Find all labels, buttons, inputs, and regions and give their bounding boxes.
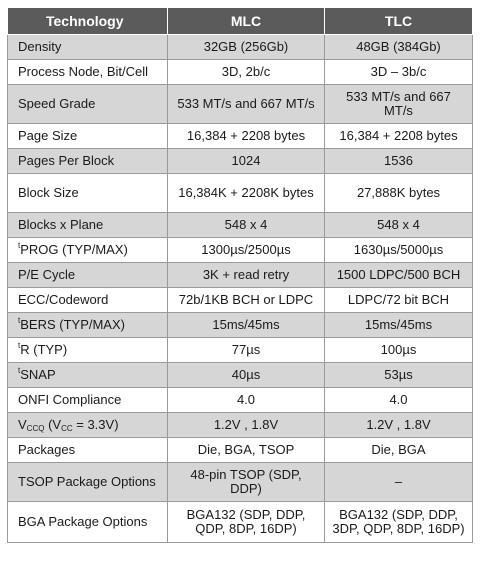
tlc-value: 53µs bbox=[325, 363, 473, 388]
table-row bbox=[8, 413, 473, 438]
table-row bbox=[8, 149, 473, 174]
row-label bbox=[8, 238, 168, 263]
label-superscript: t bbox=[18, 241, 21, 250]
table-row bbox=[8, 35, 473, 60]
mlc-value: 16,384 + 2208 bytes bbox=[168, 124, 325, 149]
table-row bbox=[8, 438, 473, 463]
tlc-value: 27,888K bytes bbox=[325, 174, 473, 213]
spec-table-container bbox=[7, 7, 472, 543]
table-row bbox=[8, 338, 473, 363]
mlc-value: 533 MT/s and 667 MT/s bbox=[168, 85, 325, 124]
row-label bbox=[8, 363, 168, 388]
row-label: ONFI Compliance bbox=[8, 388, 168, 413]
mlc-value: 1.2V , 1.8V bbox=[168, 413, 325, 438]
mlc-value: BGA132 (SDP, DDP, QDP, 8DP, 16DP) bbox=[168, 502, 325, 543]
label-text: PROG (TYP/MAX) bbox=[20, 242, 128, 257]
tlc-value: BGA132 (SDP, DDP, 3DP, QDP, 8DP, 16DP) bbox=[325, 502, 473, 543]
mlc-value: 1024 bbox=[168, 149, 325, 174]
label-superscript: t bbox=[18, 366, 21, 375]
mlc-value: 16,384K + 2208K bytes bbox=[168, 174, 325, 213]
tlc-value: 48GB (384Gb) bbox=[325, 35, 473, 60]
table-row bbox=[8, 213, 473, 238]
table-row bbox=[8, 363, 473, 388]
label-text: BERS (TYP/MAX) bbox=[20, 317, 125, 332]
row-label bbox=[8, 413, 168, 438]
tlc-value: 1.2V , 1.8V bbox=[325, 413, 473, 438]
tlc-value: 533 MT/s and 667 MT/s bbox=[325, 85, 473, 124]
table-row bbox=[8, 288, 473, 313]
label-v-value: = 3.3V) bbox=[72, 417, 119, 432]
row-label: Pages Per Block bbox=[8, 149, 168, 174]
header-technology: Technology bbox=[8, 8, 168, 35]
row-label: Page Size bbox=[8, 124, 168, 149]
row-label bbox=[8, 338, 168, 363]
header-mlc: MLC bbox=[168, 8, 325, 35]
table-row bbox=[8, 238, 473, 263]
table-row bbox=[8, 463, 473, 502]
mlc-value: 32GB (256Gb) bbox=[168, 35, 325, 60]
row-label: TSOP Package Options bbox=[8, 463, 168, 502]
row-label: Speed Grade bbox=[8, 85, 168, 124]
label-text: SNAP bbox=[20, 367, 56, 382]
row-label: P/E Cycle bbox=[8, 263, 168, 288]
nand-spec-table bbox=[7, 7, 473, 543]
row-label: Blocks x Plane bbox=[8, 213, 168, 238]
label-v: V bbox=[18, 417, 27, 432]
table-row bbox=[8, 60, 473, 85]
row-label: Packages bbox=[8, 438, 168, 463]
tlc-value: 15ms/45ms bbox=[325, 313, 473, 338]
tlc-value: Die, BGA bbox=[325, 438, 473, 463]
row-label: Density bbox=[8, 35, 168, 60]
label-v-paren: (V bbox=[44, 417, 62, 432]
row-label: ECC/Codeword bbox=[8, 288, 168, 313]
mlc-value: 72b/1KB BCH or LDPC bbox=[168, 288, 325, 313]
table-row bbox=[8, 85, 473, 124]
row-label bbox=[8, 313, 168, 338]
mlc-value: 4.0 bbox=[168, 388, 325, 413]
mlc-value: 3D, 2b/c bbox=[168, 60, 325, 85]
tlc-value: 100µs bbox=[325, 338, 473, 363]
mlc-value: 548 x 4 bbox=[168, 213, 325, 238]
header-tlc: TLC bbox=[325, 8, 473, 35]
mlc-value: 77µs bbox=[168, 338, 325, 363]
row-label: Process Node, Bit/Cell bbox=[8, 60, 168, 85]
label-subscript: CCQ bbox=[26, 424, 45, 433]
mlc-value: 3K + read retry bbox=[168, 263, 325, 288]
mlc-value: 1300µs/2500µs bbox=[168, 238, 325, 263]
mlc-value: 48-pin TSOP (SDP, DDP) bbox=[168, 463, 325, 502]
tlc-value: 3D – 3b/c bbox=[325, 60, 473, 85]
table-row bbox=[8, 263, 473, 288]
table-row bbox=[8, 502, 473, 543]
label-superscript: t bbox=[18, 316, 21, 325]
row-label: Block Size bbox=[8, 174, 168, 213]
table-row bbox=[8, 313, 473, 338]
table-row bbox=[8, 124, 473, 149]
row-label: BGA Package Options bbox=[8, 502, 168, 543]
tlc-value: 16,384 + 2208 bytes bbox=[325, 124, 473, 149]
mlc-value: 40µs bbox=[168, 363, 325, 388]
tlc-value: LDPC/72 bit BCH bbox=[325, 288, 473, 313]
tlc-value: 548 x 4 bbox=[325, 213, 473, 238]
table-row bbox=[8, 388, 473, 413]
table-row bbox=[8, 174, 473, 213]
label-superscript: t bbox=[18, 341, 21, 350]
tlc-value: 1500 LDPC/500 BCH bbox=[325, 263, 473, 288]
label-text: R (TYP) bbox=[20, 342, 68, 357]
tlc-value: – bbox=[325, 463, 473, 502]
tlc-value: 1630µs/5000µs bbox=[325, 238, 473, 263]
tlc-value: 1536 bbox=[325, 149, 473, 174]
tlc-value: 4.0 bbox=[325, 388, 473, 413]
table-header-row bbox=[8, 8, 473, 35]
mlc-value: 15ms/45ms bbox=[168, 313, 325, 338]
mlc-value: Die, BGA, TSOP bbox=[168, 438, 325, 463]
label-subscript: CC bbox=[61, 424, 73, 433]
